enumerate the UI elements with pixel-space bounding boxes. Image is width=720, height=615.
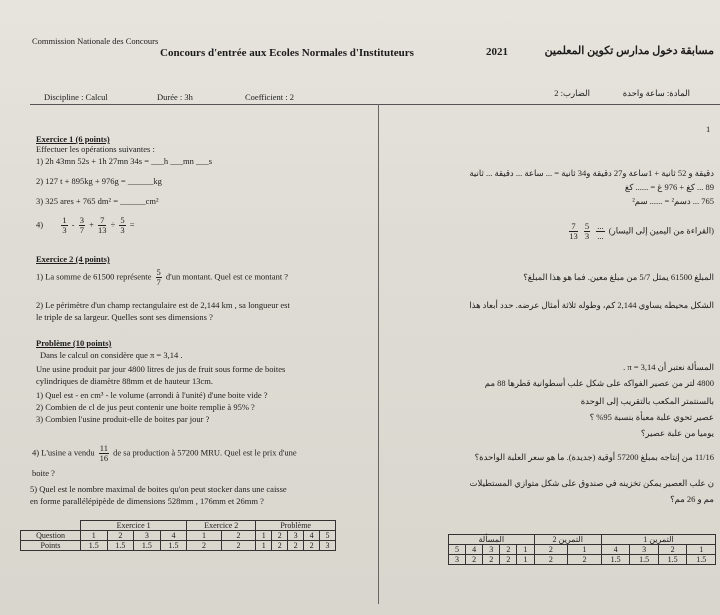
ar-line-5: المبلغ 61500 يمثل 5/7 من مبلغ معين. فما هو هذا المبلغ؟ [523,272,714,282]
ar-line-14: مم و 26 مم؟ [670,494,714,504]
ar-line-11: يوميا من علبة عصير؟ [640,428,714,438]
table-row: 3 2 2 2 1 2 2 1.5 1.5 1.5 1.5 [449,555,716,565]
ex1-title: Exercice 1 (6 points) [36,134,110,144]
discipline-label: Discipline : Calcul [44,92,108,102]
problem-q3: 3) Combien l'usine produit-elle de boites par jour ? [36,414,210,424]
problem-q4-end: boite ? [32,468,55,478]
ar-line-13: ن علب العصير يمكن تخزينه في صندوق على شكل متوازي المستطيلات [469,478,714,488]
header-divider [30,104,720,105]
problem-q4: 4) L'usine a vendu $\frac{11}{16}$ de sa production à 57200 MRU. Quel est le prix d'une [32,443,297,463]
table-row: 5 4 3 2 1 2 1 4 3 2 1 [449,545,716,555]
table-header: Exercice 2 [187,521,256,531]
problem-line-1: Dans le calcul on considère que π = 3,14 . [40,350,183,360]
ex1-item-1: 1) 2h 43mn 52s + 1h 27mn 34s = ___h ___mn ___s [36,156,213,166]
problem-line-2: Une usine produit par jour 4800 litres de jus de fruit sous forme de boites [36,364,286,374]
exam-title-ar: مسابقة دخول مدارس تكوين المعلمين [544,45,714,57]
fraction: $\frac{11}{16}$ [99,443,109,463]
problem-q5-line2: en forme parallélépipède de dimensions 528mm , 176mm et 26mm ? [30,496,264,506]
ar-line-2: 89 ... كغ + 976 غ = ...... كغ [624,182,714,192]
ex2-q1: 1) La somme de 61500 représente $\frac{5}{7}$ d'un montant. Quel est ce montant ? [36,267,289,287]
problem-title: Problème (10 points) [36,338,112,348]
exam-title-fr: Concours d'entrée aux Ecoles Normales d'Instituteurs [160,47,414,59]
ar-line-3: 765 ... دسم² = ...... سم² [632,196,714,206]
fraction: $\frac{3}{7}$ [79,215,84,235]
problem-line-3: cylindriques de diamètre 88mm et de hauteur 13cm. [36,376,214,386]
ex1-item-4-label: 4) [36,219,44,230]
fraction: $\frac{7}{13}$ [569,221,578,241]
fraction: $\frac{5}{3}$ [120,215,125,235]
ar-line-4: (القراءة من اليمين إلى اليسار) $\frac{...}{...}$ $\frac{5}{3}$ $\frac{7}{13}$ [569,221,714,241]
table-row [449,535,716,545]
ar-line-6: الشكل محيطه يساوي 2,144 كم، وطوله ثلاثة أمثال عرضه. حدد أبعاد هذا [469,300,714,310]
ex2-q2-line2: le triple de sa largeur. Quelles sont ses dimensions ? [36,312,213,322]
ar-header-coef: الضارب: 2 [554,88,590,98]
fraction: $\frac{5}{3}$ [584,221,590,241]
table-row [21,521,336,531]
ar-line-10: عصير تحوي علبة معبأة بنسبة 95% ؟ [589,412,714,422]
fr-grading-table [20,520,336,551]
ar-line-12: 11/16 من إنتاجه بمبلغ 57200 أوقية (جديدة). ما هو سعر العلبة الواحدة؟ [474,452,714,462]
ar-corner-number: 1 [706,124,711,134]
fraction: $\frac{...}{...}$ [597,221,604,241]
table-header: التمرين 1 [601,535,715,545]
coefficient-label: Coefficient : 2 [245,92,294,102]
problem-q5-line1: 5) Quel est le nombre maximal de boites qu'on peut stocker dans une caisse [30,484,287,494]
ar-line-7: المسألة نعتبر أن π = 3,14 . [623,362,714,372]
commission-label: Commission Nationale des Concours [32,36,159,46]
table-header: Problème [256,521,336,531]
problem-q2: 2) Combien de cl de jus peut contenir une boite remplie à 95% ? [36,402,255,412]
ex1-item-3: 3) 325 ares + 765 dm² = ______cm² [36,196,159,206]
table-header: المسألة [449,535,535,545]
ar-line-8: 4800 لتر من عصير الفواكه على شكل علب أسطوانية قطرها 88 مم [484,378,714,388]
fraction: $\frac{5}{7}$ [156,267,161,287]
ar-line-9: بالسنتمتر المكعب بالتقريب إلى الوحدة [580,396,714,406]
row-label: Points [21,541,81,551]
ex1-item-4: 4) $\frac{1}{3}$ - $\frac{3}{7}$ + $\frac{7}{13}$ ÷ $\frac{5}{3}$ = [36,215,135,235]
ar-grading-table [448,534,716,565]
ar-line-1: دقيقة و 52 ثانية + 1ساعة و27 دقيقة و34 ثانية = ... ساعة ... دقيقة ... ثانية [469,168,714,178]
fraction: $\frac{7}{13}$ [97,215,107,235]
problem-q1: 1) Quel est - en cm³ - le volume (arrondi à l'unité) d'une boite vide ? [36,390,268,400]
fraction: $\frac{1}{3}$ [62,215,67,235]
column-divider [378,104,379,604]
ex1-item-2: 2) 127 t + 895kg + 976g = ______kg [36,176,162,186]
table-row: Points 1.5 1.5 1.5 1.5 2 2 1 2 2 2 3 [21,541,336,551]
ex2-q2-line1: 2) Le périmètre d'un champ rectangulaire est de 2,144 km , sa longueur est [36,300,290,310]
table-row: Question 1 2 3 4 1 2 1 2 3 4 5 [21,531,336,541]
ex2-title: Exercice 2 (4 points) [36,254,110,264]
row-label: Question [21,531,81,541]
table-header: Exercice 1 [81,521,187,531]
table-header: التمرين 2 [534,535,601,545]
exam-year: 2021 [486,46,508,58]
ex1-instruction: Effectuer les opérations suivantes : [36,144,155,154]
duration-label: Durée : 3h [157,92,193,102]
ar-header-info: المادة: ساعة واحدة [622,88,690,98]
